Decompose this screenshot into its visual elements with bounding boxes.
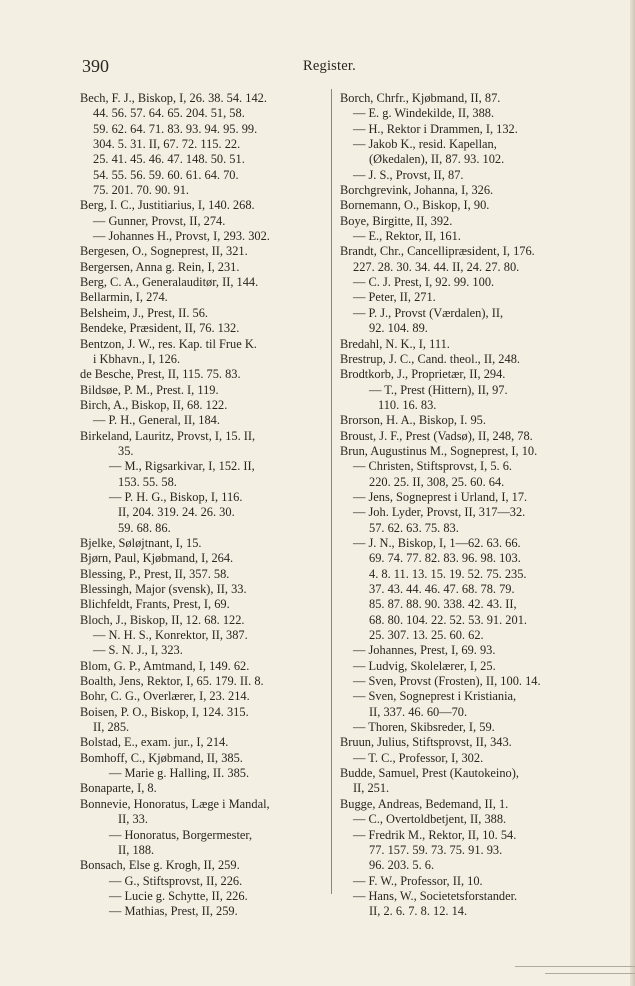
register-entry: — J. N., Biskop, I, 1—62. 63. 66. bbox=[353, 535, 521, 550]
register-entry: Blichfeldt, Frants, Prest, I, 69. bbox=[80, 597, 230, 612]
register-entry: Boye, Birgitte, II, 392. bbox=[340, 213, 453, 228]
register-entry: 110. 16. 83. bbox=[378, 397, 437, 412]
register-entry: Brestrup, J. C., Cand. theol., II, 248. bbox=[340, 351, 520, 366]
register-entry: Brun, Augustinus M., Sogneprest, I, 10. bbox=[340, 443, 538, 458]
register-entry: — P. H., General, II, 184. bbox=[93, 413, 220, 428]
register-entry: Bloch, J., Biskop, II, 12. 68. 122. bbox=[80, 612, 245, 627]
register-entry: 35. bbox=[118, 443, 134, 458]
register-entry: 96. 203. 5. 6. bbox=[369, 858, 435, 873]
register-entry: 44. 56. 57. 64. 65. 204. 51, 58. bbox=[93, 106, 245, 121]
register-entry: Birkeland, Lauritz, Provst, I, 15. II, bbox=[80, 428, 256, 443]
register-entry: Bruun, Julius, Stiftsprovst, II, 343. bbox=[340, 735, 512, 750]
register-entry: 68. 80. 104. 22. 52. 53. 91. 201. bbox=[369, 612, 527, 627]
register-entry: Bellarmin, I, 274. bbox=[80, 290, 168, 305]
register-entry: — Mathias, Prest, II, 259. bbox=[109, 904, 238, 919]
register-entry: Bjelke, Søløjtnant, I, 15. bbox=[80, 535, 202, 550]
register-entry: Bugge, Andreas, Bedemand, II, 1. bbox=[340, 796, 509, 811]
running-head: Register. bbox=[303, 58, 356, 74]
register-entry: — H., Rektor i Drammen, I, 132. bbox=[353, 121, 518, 136]
register-entry: — C., Overtoldbetjent, II, 388. bbox=[353, 812, 507, 827]
register-entry: — N. H. S., Konrektor, II, 387. bbox=[93, 628, 248, 643]
register-entry: 59. 68. 86. bbox=[118, 520, 171, 535]
register-entry: Bendeke, Præsident, II, 76. 132. bbox=[80, 321, 240, 336]
register-entry: 153. 55. 58. bbox=[118, 474, 177, 489]
register-entry: — C. J. Prest, I, 92. 99. 100. bbox=[353, 275, 495, 290]
register-entry: Bonaparte, I, 8. bbox=[80, 781, 157, 796]
register-entry: 69. 74. 77. 82. 83. 96. 98. 103. bbox=[369, 551, 521, 566]
register-entry: — Thoren, Skibsreder, I, 59. bbox=[353, 720, 495, 735]
register-entry: 77. 157. 59. 73. 75. 91. 93. bbox=[369, 842, 503, 857]
register-entry: — F. W., Professor, II, 10. bbox=[353, 873, 483, 888]
register-entry: — P. J., Provst (Værdalen), II, bbox=[353, 305, 504, 320]
register-entry: — S. N. J., I, 323. bbox=[93, 643, 183, 658]
register-entry: Brodtkorb, J., Proprietær, II, 294. bbox=[340, 367, 506, 382]
register-entry: — Sven, Provst (Frosten), II, 100. 14. bbox=[353, 674, 541, 689]
register-entry: — Fredrik M., Rektor, II, 10. 54. bbox=[353, 827, 517, 842]
register-entry: 227. 28. 30. 34. 44. II, 24. 27. 80. bbox=[353, 259, 520, 274]
register-entry: Blom, G. P., Amtmand, I, 149. 62. bbox=[80, 658, 250, 673]
register-entry: — Lucie g. Schytte, II, 226. bbox=[109, 888, 248, 903]
register-entry: — M., Rigsarkivar, I, 152. II, bbox=[109, 459, 255, 474]
register-entry: Bornemann, O., Biskop, I, 90. bbox=[340, 198, 490, 213]
register-entry: 220. 25. II, 308, 25. 60. 64. bbox=[369, 474, 505, 489]
register-entry: — Joh. Lyder, Provst, II, 317—32. bbox=[353, 505, 526, 520]
register-entry: — Johannes, Prest, I, 69. 93. bbox=[353, 643, 496, 658]
register-entry: 25. 41. 45. 46. 47. 148. 50. 51. bbox=[93, 152, 245, 167]
register-entry: Bergesen, O., Sogneprest, II, 321. bbox=[80, 244, 248, 259]
register-entry: 54. 55. 56. 59. 60. 61. 64. 70. bbox=[93, 167, 239, 182]
register-entry: Bohr, C. G., Overlærer, I, 23. 214. bbox=[80, 689, 250, 704]
register-entry: 75. 201. 70. 90. 91. bbox=[93, 183, 190, 198]
register-column-left bbox=[80, 91, 332, 920]
register-entry: 57. 62. 63. 75. 83. bbox=[369, 520, 459, 535]
page-number: 390 bbox=[82, 56, 109, 76]
column-divider bbox=[331, 89, 332, 894]
register-entry: — T., Prest (Hittern), II, 97. bbox=[369, 382, 508, 397]
register-entry: — Hans, W., Societetsforstander. bbox=[353, 888, 518, 903]
register-entry: Boisen, P. O., Biskop, I, 124. 315. bbox=[80, 704, 249, 719]
register-entry: 85. 87. 88. 90. 338. 42. 43. II, bbox=[369, 597, 517, 612]
page-edge bbox=[630, 0, 635, 986]
register-entry: — Peter, II, 271. bbox=[353, 290, 436, 305]
register-entry: Brorson, H. A., Biskop, I. 95. bbox=[340, 413, 486, 428]
register-entry: — Sven, Sogneprest i Kristiania, bbox=[353, 689, 517, 704]
register-entry: Belsheim, J., Prest, II. 56. bbox=[80, 305, 209, 320]
register-entry: Borchgrevink, Johanna, I, 326. bbox=[340, 183, 494, 198]
register-entry: Bomhoff, C., Kjøbmand, II, 385. bbox=[80, 750, 243, 765]
register-entry: Bolstad, E., exam. jur., I, 214. bbox=[80, 735, 229, 750]
register-entry: Borch, Chrfr., Kjøbmand, II, 87. bbox=[340, 91, 501, 105]
register-entry: Bildsøe, P. M., Prest. I, 119. bbox=[80, 382, 219, 397]
register-entry: Berg, I. C., Justitiarius, I, 140. 268. bbox=[80, 198, 255, 213]
register-entry: 4. 8. 11. 13. 15. 19. 52. 75. 235. bbox=[369, 566, 527, 581]
register-entry: II, 285. bbox=[93, 720, 130, 735]
register-entry: Bentzon, J. W., res. Kap. til Frue K. bbox=[80, 336, 257, 351]
register-entry: Broust, J. F., Prest (Vadsø), II, 248, 78. bbox=[340, 428, 533, 443]
register-entry: 59. 62. 64. 71. 83. 93. 94. 95. 99. bbox=[93, 121, 258, 136]
register-entry: 37. 43. 44. 46. 47. 68. 78. 79. bbox=[369, 582, 515, 596]
register-entry: — Johannes H., Provst, I, 293. 302. bbox=[93, 229, 270, 244]
register-entry: Bonnevie, Honoratus, Læge i Mandal, bbox=[80, 796, 270, 811]
register-entry: — Jens, Sogneprest i Urland, I, 17. bbox=[353, 489, 528, 504]
register-entry: Bergersen, Anna g. Rein, I, 231. bbox=[80, 259, 240, 274]
register-entry: II, 204. 319. 24. 26. 30. bbox=[118, 505, 235, 520]
register-entry: 304. 5. 31. II, 67. 72. 115. 22. bbox=[93, 137, 241, 152]
register-entry: — T. C., Professor, I, 302. bbox=[353, 750, 484, 765]
register-entry: — Gunner, Provst, II, 274. bbox=[93, 213, 226, 228]
register-entry: Bjørn, Paul, Kjøbmand, I, 264. bbox=[80, 551, 234, 566]
register-entry: Bonsach, Else g. Krogh, II, 259. bbox=[80, 858, 240, 873]
register-entry: — Honoratus, Borgermester, bbox=[109, 827, 253, 842]
register-entry: — G., Stiftsprovst, II, 226. bbox=[109, 873, 243, 888]
register-entry: — E., Rektor, II, 161. bbox=[353, 229, 461, 244]
register-entry: — P. H. G., Biskop, I, 116. bbox=[109, 489, 243, 504]
register-entry: Bech, F. J., Biskop, I, 26. 38. 54. 142. bbox=[80, 91, 267, 105]
register-entry: — J. S., Provst, II, 87. bbox=[353, 167, 464, 182]
register-entry: 25. 307. 13. 25. 60. 62. bbox=[369, 628, 484, 643]
register-entry: II, 188. bbox=[118, 842, 155, 857]
register-entry: II, 2. 6. 7. 8. 12. 14. bbox=[369, 904, 468, 919]
register-entry: II, 33. bbox=[118, 812, 148, 827]
register-entry: — E. g. Windekilde, II, 388. bbox=[353, 106, 495, 121]
register-entry: II, 337. 46. 60—70. bbox=[369, 704, 468, 719]
register-entry: Budde, Samuel, Prest (Kautokeino), bbox=[340, 766, 519, 781]
register-entry: — Jakob K., resid. Kapellan, bbox=[353, 137, 497, 152]
register-entry: Birch, A., Biskop, II, 68. 122. bbox=[80, 397, 228, 412]
register-entry: i Kbhavn., I, 126. bbox=[93, 351, 181, 366]
register-entry: Blessing, P., Prest, II, 357. 58. bbox=[80, 566, 230, 581]
register-entry: Blessingh, Major (svensk), II, 33. bbox=[80, 582, 247, 596]
register-entry: — Christen, Stiftsprovst, I, 5. 6. bbox=[353, 459, 513, 474]
register-entry: — Ludvig, Skolelærer, I, 25. bbox=[353, 658, 496, 673]
register-entry: Bredahl, N. K., I, 111. bbox=[340, 336, 450, 351]
edge-rule bbox=[545, 973, 635, 974]
register-column-right bbox=[340, 91, 602, 920]
register-entry: de Besche, Prest, II, 115. 75. 83. bbox=[80, 367, 241, 382]
register-entry: (Økedalen), II, 87. 93. 102. bbox=[369, 152, 505, 167]
edge-rule bbox=[515, 966, 635, 967]
register-entry: 92. 104. 89. bbox=[369, 321, 428, 336]
register-entry: Brandt, Chr., Cancellipræsident, I, 176. bbox=[340, 244, 535, 259]
register-entry: II, 251. bbox=[353, 781, 390, 796]
register-entry: Boalth, Jens, Rektor, I, 65. 179. II. 8. bbox=[80, 674, 264, 689]
register-entry: — Marie g. Halling, II. 385. bbox=[109, 766, 250, 781]
register-entry: Berg, C. A., Generalauditør, II, 144. bbox=[80, 275, 259, 290]
page-header bbox=[0, 56, 635, 80]
